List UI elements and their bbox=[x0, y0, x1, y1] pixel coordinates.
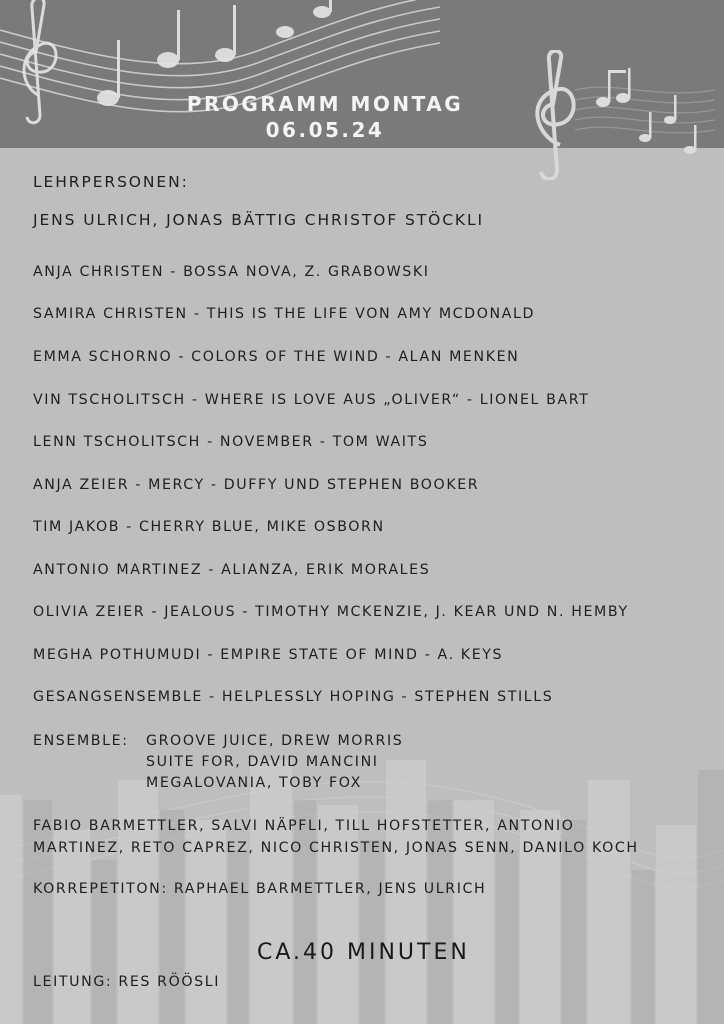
program-item: GESANGSENSEMBLE - HELPLESSLY HOPING - STEPHEN STILLS bbox=[33, 689, 554, 705]
program-item: EMMA SCHORNO - COLORS OF THE WIND - ALAN MENKEN bbox=[33, 349, 520, 365]
program-item: ANJA CHRISTEN - BOSSA NOVA, Z. GRABOWSKI bbox=[33, 264, 430, 280]
program-item: SAMIRA CHRISTEN - THIS IS THE LIFE VON AMY MCDONALD bbox=[33, 306, 536, 322]
ensemble-piece: GROOVE JUICE, DREW MORRIS bbox=[146, 733, 404, 749]
program-item: OLIVIA ZEIER - JEALOUS - TIMOTHY MCKENZIE, J. KEAR UND N. HEMBY bbox=[33, 604, 629, 620]
accompaniment-credit: KORREPETITON: RAPHAEL BARMETTLER, JENS ULRICH bbox=[33, 881, 487, 897]
ensemble-label: ENSEMBLE: bbox=[33, 733, 129, 749]
program-item: MEGHA POTHUMUDI - EMPIRE STATE OF MIND - A. KEYS bbox=[33, 647, 504, 663]
program-title: PROGRAMM MONTAG bbox=[186, 92, 464, 116]
treble-clef-notes-decoration bbox=[515, 50, 715, 180]
program-date: 06.05.24 bbox=[265, 118, 385, 142]
ensemble-piece: SUITE FOR, DAVID MANCINI bbox=[146, 754, 379, 770]
teachers-names: JENS ULRICH, JONAS BÄTTIG CHRISTOF STÖCKLI bbox=[33, 211, 484, 229]
program-item: TIM JAKOB - CHERRY BLUE, MIKE OSBORN bbox=[33, 519, 385, 535]
ensemble-piece: MEGALOVANIA, TOBY FOX bbox=[146, 775, 362, 791]
ensemble-members-line-1: FABIO BARMETTLER, SALVI NÄPFLI, TILL HOFSTETTER, ANTONIO bbox=[33, 818, 575, 834]
program-item: VIN TSCHOLITSCH - WHERE IS LOVE AUS „OLIVER“ - LIONEL BART bbox=[33, 392, 590, 408]
program-item: ANJA ZEIER - MERCY - DUFFY UND STEPHEN BOOKER bbox=[33, 477, 480, 493]
direction-credit: LEITUNG: RES RÖÖSLI bbox=[33, 974, 221, 990]
program-item: ANTONIO MARTINEZ - ALIANZA, ERIK MORALES bbox=[33, 562, 431, 578]
teachers-label: LEHRPERSONEN: bbox=[33, 173, 189, 191]
program-item: LENN TSCHOLITSCH - NOVEMBER - TOM WAITS bbox=[33, 434, 429, 450]
ensemble-members-line-2: MARTINEZ, RETO CAPREZ, NICO CHRISTEN, JONAS SENN, DANILO KOCH bbox=[33, 840, 639, 856]
duration: CA.40 MINUTEN bbox=[257, 940, 470, 965]
